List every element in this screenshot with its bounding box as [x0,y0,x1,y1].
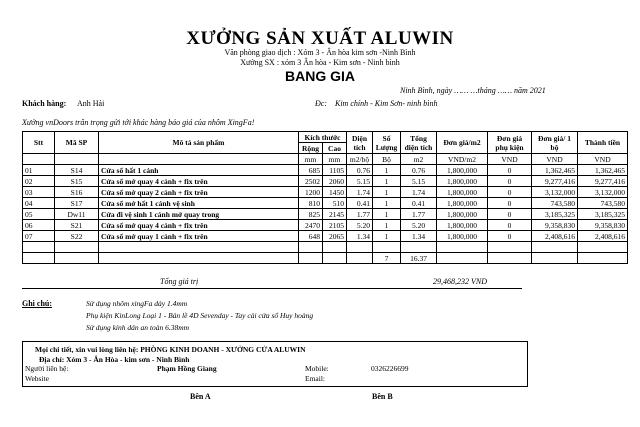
contact-mobile-label: Mobile: [305,364,329,373]
cell-code: S15 [55,176,99,187]
cell-qty: 1 [373,209,401,220]
header-unit-price: Đơn giá/m2 [437,132,488,154]
date-line: Ninh Bình, ngày …… …tháng …… năm 2021 [400,86,546,95]
sum-row [23,253,628,264]
signature-party-b: Bên B [372,392,393,401]
cell-price-each: 9,277,416 [532,176,578,187]
unit-unit-price: VND/m2 [437,154,488,165]
unit-qty: Bộ [373,154,401,165]
cell-unit-price: 1,800,000 [437,187,488,198]
cell-desc: Cửa sổ mở quay 4 cánh + fix trên [99,220,299,231]
cell-width: 2502 [299,176,323,187]
cell-amount: 2,408,616 [578,231,628,242]
table-row [23,165,628,176]
cell-amount: 3,132,000 [578,187,628,198]
header-amount: Thành tiền [578,132,628,154]
cell-total-area: 0.76 [401,165,437,176]
cell-qty: 1 [373,198,401,209]
unit-amount: VND [578,154,628,165]
cell-height: 1105 [323,165,347,176]
cell-height: 2145 [323,209,347,220]
cell-unit-price: 1,800,000 [437,209,488,220]
cell-area: 5.15 [347,176,373,187]
cell-amount: 743,580 [578,198,628,209]
cell-amount: 9,277,416 [578,176,628,187]
contact-mobile: 0326226699 [371,364,409,373]
company-name: XƯỞNG SẢN XUẤT ALUWIN [186,28,454,49]
contact-line1: Mọi chi tiết, xin vui lòng liên hệ: PHÒNG KINH DOANH - XƯỞNG CỬA ALUWIN [35,345,306,354]
cell-qty: 1 [373,187,401,198]
cell-qty: 1 [373,220,401,231]
cell-width: 825 [299,209,323,220]
note-item: Phụ kiện KinLong Loại 1 - Bản lề 4D Sevenday - Tay cài cửa sổ Huy hoàng [86,311,314,320]
cell-total-area: 1.34 [401,231,437,242]
cell-total-area: 5.15 [401,176,437,187]
header-extra: Đơn giá phụ kiện [488,132,532,154]
unit-width: mm [299,154,323,165]
cell-extra: 0 [488,187,532,198]
address-label: Đc: [315,99,327,108]
customer-address: Kim chính - Kim Sơn- ninh bình [335,99,438,108]
header-height: Cao [323,143,347,154]
cell-extra: 0 [488,176,532,187]
cell-code: S14 [55,165,99,176]
cell-qty: 1 [373,165,401,176]
cell-stt: 05 [23,209,55,220]
cell-area: 0.76 [347,165,373,176]
cell-stt: 06 [23,220,55,231]
table-row [23,220,628,231]
cell-width: 2470 [299,220,323,231]
cell-area: 1.77 [347,209,373,220]
header-desc: Mô tả sản phẩm [99,132,299,154]
cell-area: 0.41 [347,198,373,209]
cell-height: 1450 [323,187,347,198]
cell-area: 1.34 [347,231,373,242]
cell-desc: Cửa sổ hất 1 cánh [99,165,299,176]
cell-stt: 02 [23,176,55,187]
unit-extra: VND [488,154,532,165]
cell-unit-price: 1,800,000 [437,220,488,231]
intro-text: Xưởng vnDoors trân trọng gửi tới khác hàng báo giá của nhôm XingFa! [22,118,255,127]
cell-area: 5.20 [347,220,373,231]
cell-qty: 1 [373,231,401,242]
cell-price-each: 743,580 [532,198,578,209]
contact-website-label: Website [25,374,49,383]
customer-name: Anh Hải [77,99,105,108]
cell-height: 2060 [323,176,347,187]
unit-total-area: m2 [401,154,437,165]
note-item: Sử dụng kính dán an toàn 6.38mm [86,323,190,332]
contact-person: Phạm Hồng Giang [157,364,217,373]
total-label: Tổng giá trị [160,277,199,286]
header-area: Diện tích [347,132,373,154]
cell-price-each: 1,362,465 [532,165,578,176]
cell-height: 2105 [323,220,347,231]
cell-code: S17 [55,198,99,209]
header-stt: Stt [23,132,55,154]
cell-desc: Cửa sổ mở quay 2 cánh + fix trên [99,187,299,198]
cell-code: Dw11 [55,209,99,220]
cell-desc: Cửa sổ mở quay 1 cánh + fix trên [99,231,299,242]
cell-unit-price: 1,800,000 [437,165,488,176]
cell-area: 1.74 [347,187,373,198]
header-size: Kích thước [299,132,347,143]
unit-area: m2/bộ [347,154,373,165]
cell-total-area: 1.77 [401,209,437,220]
contact-address: Địa chỉ: Xóm 3 - Ân Hòa - kim sơn - Ninh Bình [39,355,190,364]
price-table [22,131,628,264]
cell-price-each: 2,408,616 [532,231,578,242]
cell-stt: 07 [23,231,55,242]
unit-price-each: VND [532,154,578,165]
contact-email-label: Email: [305,374,325,383]
cell-total-area: 5.20 [401,220,437,231]
cell-total-area: 1.74 [401,187,437,198]
contact-person-label: Người liên hệ: [25,364,69,373]
header-price-each: Đơn giá/ 1 bộ [532,132,578,154]
header-width: Rộng [299,143,323,154]
cell-price-each: 9,358,830 [532,220,578,231]
cell-amount: 9,358,830 [578,220,628,231]
table-header-row [23,132,628,143]
table-row [23,187,628,198]
header-qty: Số Lượng [373,132,401,154]
cell-price-each: 3,185,325 [532,209,578,220]
document-title: BANG GIA [285,68,355,84]
cell-extra: 0 [488,165,532,176]
divider [22,288,522,289]
cell-width: 1200 [299,187,323,198]
table-row [23,176,628,187]
signature-party-a: Bên A [190,392,211,401]
cell-desc: Cửa đi vệ sinh 1 cánh mở quay trong [99,209,299,220]
cell-unit-price: 1,800,000 [437,198,488,209]
cell-total-area: 0.41 [401,198,437,209]
cell-extra: 0 [488,198,532,209]
header-total-area: Tổng diện tích [401,132,437,154]
table-row [23,231,628,242]
table-row [23,209,628,220]
contact-box [22,341,528,387]
units-row [23,154,628,165]
cell-unit-price: 1,800,000 [437,176,488,187]
cell-desc: Cửa sổ mở quay 4 cánh + fix trên [99,176,299,187]
sum-qty: 7 [373,253,401,264]
cell-code: S16 [55,187,99,198]
cell-extra: 0 [488,220,532,231]
cell-width: 810 [299,198,323,209]
cell-desc: Cửa sổ mở hất 1 cánh vệ sinh [99,198,299,209]
cell-unit-price: 1,800,000 [437,231,488,242]
cell-height: 510 [323,198,347,209]
sum-area: 16.37 [401,253,437,264]
blank-row [23,242,628,253]
header-code: Mã SP [55,132,99,154]
cell-stt: 01 [23,165,55,176]
cell-amount: 1,362,465 [578,165,628,176]
customer-label: Khách hàng: [22,99,67,108]
cell-height: 2065 [323,231,347,242]
cell-extra: 0 [488,231,532,242]
cell-price-each: 3,132,000 [532,187,578,198]
cell-width: 648 [299,231,323,242]
note-item: Sử dụng nhôm xingFa dày 1.4mm [86,299,188,308]
cell-amount: 3,185,325 [578,209,628,220]
cell-stt: 03 [23,187,55,198]
factory-address: Xưởng SX : xóm 3 Ân hòa - Kim sơn - Ninh bình [240,58,400,67]
cell-qty: 1 [373,176,401,187]
office-address: Văn phòng giao dịch : Xóm 3 - Ân hòa kim sơn -Ninh Bình [224,48,416,57]
notes-label: Ghi chú: [22,299,53,308]
unit-height: mm [323,154,347,165]
cell-stt: 04 [23,198,55,209]
total-value: 29,468,232 VND [433,277,487,286]
cell-width: 685 [299,165,323,176]
table-row [23,198,628,209]
cell-code: S21 [55,220,99,231]
cell-extra: 0 [488,209,532,220]
cell-code: S22 [55,231,99,242]
